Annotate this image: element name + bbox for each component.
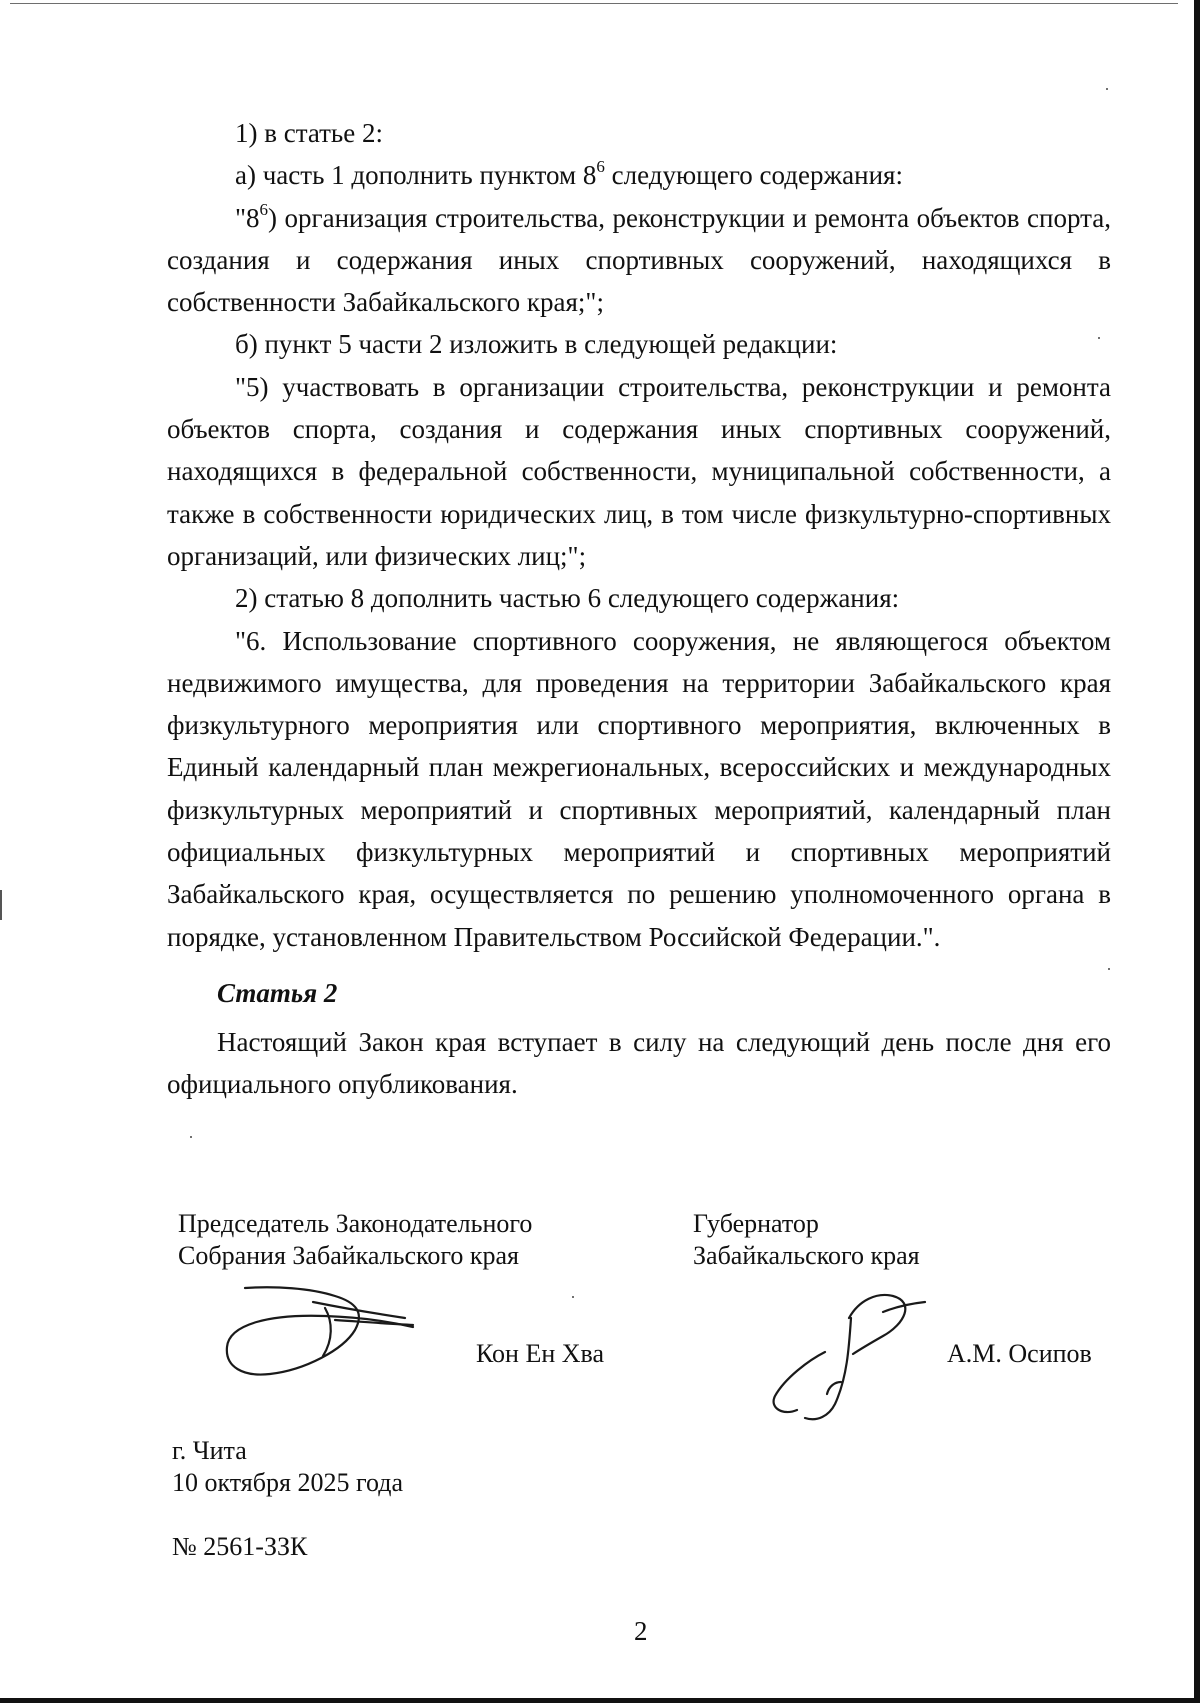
item-1a-text: а) часть 1 дополнить пунктом 8 xyxy=(235,160,597,191)
article-2-body xyxy=(167,1021,1111,1106)
city: г. Чита xyxy=(172,1436,247,1465)
item-1-intro: 1) в статье 2: xyxy=(235,118,383,148)
scan-top-border xyxy=(10,3,1178,4)
right-title-line-2: Забайкальского края xyxy=(693,1241,920,1270)
right-title-line-1: Губернатор xyxy=(693,1209,819,1238)
item-1a-quote-open: "8 xyxy=(235,202,260,233)
item-1a-superscript: 6 xyxy=(596,157,605,177)
scan-bottom-edge xyxy=(0,1698,1200,1703)
left-title-line-2: Собрания Забайкальского края xyxy=(178,1241,519,1270)
item-1b-intro: б) пункт 5 части 2 изложить в следующей редакции: xyxy=(235,329,838,360)
item-1a-quote-text: ) организация строительства, реконструкции и ремонта объектов спорта, создания и содержания иных спортивных сооружений, находящихся в собственности Забайкальского края;"; xyxy=(167,202,1111,318)
item-1a-quote-superscript: 6 xyxy=(259,199,269,219)
item-1a-quote xyxy=(167,197,1111,324)
amendments-body xyxy=(167,112,1111,958)
item-1a-intro xyxy=(167,154,1111,196)
article-2-heading: Статья 2 xyxy=(217,978,338,1008)
item-1b-quote: "5) участвовать в организации строительства, реконструкции и ремонта объектов спорта, создания и содержания иных спортивных сооружений, находящихся в федеральной собственности, муниципальной собственности, а также в собственности юридических лиц, в том числе физкультурно-спортивных организаций, или физических лиц;"; xyxy=(167,371,1111,571)
right-signatory-title xyxy=(693,1208,920,1272)
scan-speck xyxy=(1106,88,1108,90)
article-2-text: Настоящий Закон края вступает в силу на следующий день после дня его официального опубликования. xyxy=(167,1027,1111,1100)
item-2-quote: "6. Использование спортивного сооружения, не являющегося объектом недвижимого имущества, для проведения на территории Забайкальского края физкультурного мероприятия или спортивного мероприятия, включенных в Единый календарный план межрегиональных, всероссийских и международных физкультурных мероприятий и спортивных мероприятий, календарный план официальных физкультурных мероприятий и спортивных мероприятий Забайкальского края, осуществляется по решению уполномоченного органа в порядке, установленном Правительством Российской Федерации.". xyxy=(167,625,1111,952)
left-title-line-1: Председатель Законодательного xyxy=(178,1209,533,1238)
place-and-date xyxy=(172,1435,403,1499)
scan-right-edge xyxy=(1194,0,1200,1703)
page-number: 2 xyxy=(634,1616,648,1646)
right-handwritten-signature xyxy=(765,1290,935,1425)
left-signatory-title xyxy=(178,1208,532,1272)
scan-speck xyxy=(190,1136,192,1138)
right-signatory-name: А.М. Осипов xyxy=(947,1339,1092,1368)
item-1a-tail: следующего содержания: xyxy=(604,160,903,191)
scan-speck xyxy=(1108,968,1110,970)
signing-date: 10 октября 2025 года xyxy=(172,1468,403,1497)
left-signatory-name: Кон Ен Хва xyxy=(476,1339,605,1368)
left-handwritten-signature xyxy=(215,1282,415,1382)
document-number: № 2561-ЗЗК xyxy=(172,1532,308,1561)
scan-left-mark xyxy=(0,890,2,920)
scan-speck xyxy=(572,1296,574,1298)
item-2-intro: 2) статью 8 дополнить частью 6 следующего содержания: xyxy=(235,583,900,614)
